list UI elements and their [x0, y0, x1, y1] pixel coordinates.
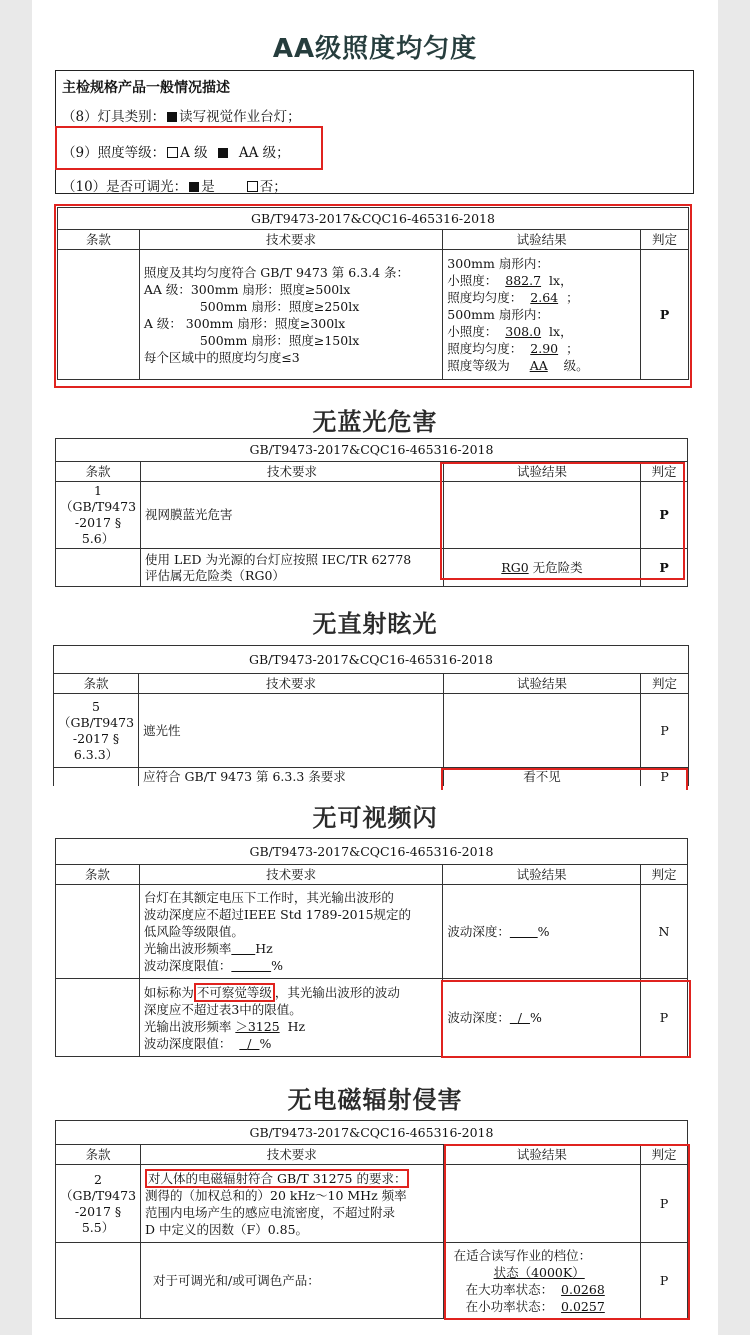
uniformity-300: 2.64 [530, 290, 559, 305]
col-result: 试验结果 [443, 865, 641, 885]
highlight-frame-grade [55, 126, 323, 170]
standard-header: GB/T9473-2017&CQC16-465316-2018 [58, 208, 689, 230]
result-line: 小照度： 308.0 lx， [447, 324, 573, 339]
general-item-8 [62, 105, 301, 125]
verdict-cell: P [641, 482, 688, 549]
result-line: 500mm 扇形内： [447, 307, 549, 322]
min-illuminance-300: 882.7 [505, 273, 542, 288]
item10-option-yes: 是 [201, 179, 215, 195]
col-result: 试验结果 [443, 462, 640, 482]
req-line: 500mm 扇形：照度≥250lx [199, 298, 360, 314]
item10-label: （10）是否可调光： [62, 179, 188, 195]
highlight-frame-table2 [440, 462, 685, 580]
imperceptible-grade-highlight: 不可察觉等级 [194, 983, 275, 1002]
general-item-10 [62, 175, 287, 195]
tech-requirement-cell: 对于可调光和/或可调色产品： [141, 1243, 444, 1319]
tech-requirement-cell: 视网膜蓝光危害 [141, 482, 444, 549]
result-line: 小照度： 882.7 lx， [447, 273, 573, 288]
depth-limit-value: / [247, 1035, 252, 1051]
clause-cell [56, 885, 140, 979]
col-tech: 技术要求 [139, 674, 444, 694]
col-clause: 条款 [56, 865, 140, 885]
result-line: 照度均匀度： 2.90 ； [447, 341, 579, 356]
tech-requirement-cell: 遮光性 [139, 694, 444, 768]
clause-cell [54, 768, 139, 787]
section-title-blue-light: 无蓝光危害 [312, 408, 438, 436]
clause-cell: 5 （GB/T9473 -2017 § 6.3.3） [54, 694, 139, 768]
standard-header: GB/T9473-2017&CQC16-465316-2018 [56, 1121, 688, 1145]
emr-requirement-highlight: 对人体的电磁辐射符合 GB/T 31275 的要求： [145, 1169, 409, 1188]
depth-result-value: / [517, 1009, 523, 1025]
highlight-frame-table3 [441, 768, 688, 790]
col-verdict: 判定 [641, 230, 689, 250]
highlight-frame-table5 [444, 1144, 690, 1320]
standard-header: GB/T9473-2017&CQC16-465316-2018 [56, 439, 688, 462]
result-cell: 波动深度： / % [443, 979, 641, 1057]
highlight-frame-table4 [441, 980, 691, 1058]
col-tech: 技术要求 [141, 1145, 444, 1165]
result-cell: 波动深度： % [443, 885, 641, 979]
tech-requirement-cell: 台灯在其额定电压下工作时，其光输出波形的 波动深度应不超过IEEE Std 1789-2015规定的 低风险等级限值。 光输出波形频率 Hz 波动深度限值： % [139, 885, 442, 979]
table-direct-glare [53, 645, 689, 786]
verdict-cell: P [641, 1165, 688, 1243]
item9-option-aa: AA 级； [238, 145, 290, 161]
item8-value: 读写视觉作业台灯； [179, 109, 301, 125]
col-verdict: 判定 [641, 865, 688, 885]
col-clause: 条款 [56, 1145, 141, 1165]
col-result: 试验结果 [443, 230, 641, 250]
standard-header: GB/T9473-2017&CQC16-465316-2018 [54, 646, 689, 674]
clause-cell: 1 （GB/T9473 -2017 § 5.6） [56, 482, 141, 549]
verdict-cell: P [641, 768, 689, 787]
tech-requirement-cell: 如标称为 不可察觉等级 ，其光输出波形的波动 深度应不超过表3中的限值。 光输出波形频率 ＞3125 Hz 波动深度限值： / % [139, 979, 442, 1057]
col-verdict: 判定 [641, 1145, 688, 1165]
result-cell: 看不见 [443, 768, 640, 787]
req-line: 照度及其均匀度符合 GB/T 9473 第 6.3.4 条： [143, 264, 410, 280]
low-power-value: 0.0257 [561, 1298, 605, 1314]
section-title-aa-illuminance: AA级照度均匀度 [272, 34, 478, 64]
tech-requirement-cell: 应符合 GB/T 9473 第 6.3.3 条要求 [139, 768, 444, 787]
col-clause: 条款 [56, 462, 141, 482]
col-clause: 条款 [54, 674, 139, 694]
clause-cell [56, 1243, 141, 1319]
checked-box-icon [167, 112, 177, 122]
uniformity-500: 2.90 [530, 341, 559, 356]
glare-table-clip [50, 640, 700, 786]
col-result: 试验结果 [443, 1145, 641, 1165]
verdict-cell: P [641, 694, 689, 768]
general-heading: 主检规格产品一般情况描述 [62, 80, 230, 96]
item10-option-no: 否； [259, 179, 287, 195]
min-illuminance-500: 308.0 [505, 324, 542, 339]
col-verdict: 判定 [641, 462, 688, 482]
tech-requirement-cell: 使用 LED 为光源的台灯应按照 IEC/TR 62778 评估属无危险类（RG0） [141, 549, 444, 587]
col-tech: 技术要求 [141, 462, 444, 482]
clause-cell [56, 979, 140, 1057]
result-line: 300mm 扇形内： [447, 256, 549, 271]
result-line: 照度均匀度： 2.64 ； [447, 290, 579, 305]
verdict-cell: P [641, 549, 688, 587]
col-result: 试验结果 [443, 674, 640, 694]
col-clause: 条款 [58, 230, 140, 250]
section-title-emr: 无电磁辐射侵害 [287, 1086, 463, 1114]
unchecked-box-icon [247, 181, 258, 192]
result-cell [443, 694, 640, 768]
verdict-cell: N [641, 885, 688, 979]
result-line: 照度等级为 AA 级。 [447, 358, 589, 373]
verdict-cell: P [641, 979, 688, 1057]
clause-cell: 2 （GB/T9473 -2017 § 5.5） [56, 1165, 141, 1243]
clause-cell [56, 549, 141, 587]
highlight-frame-table1 [54, 204, 692, 388]
req-line: A 级： 300mm 扇形：照度≥300lx [143, 315, 346, 331]
standard-header: GB/T9473-2017&CQC16-465316-2018 [56, 839, 688, 865]
grade-value: AA [529, 358, 548, 373]
item9-option-a: A 级 [180, 145, 208, 161]
col-verdict: 判定 [641, 674, 689, 694]
result-cell: RG0 无危险类 [443, 549, 640, 587]
tech-requirement-cell: 对人体的电磁辐射符合 GB/T 31275 的要求： 测得的（加权总和的）20 kHz～10 MHz 频率 范围内电场产生的感应电流密度，不超过附录 D 中定义的因数（F）0.85。 [141, 1165, 444, 1243]
flicker-frequency-value: ＞3125 [235, 1018, 280, 1034]
high-power-value: 0.0268 [561, 1281, 605, 1297]
col-tech: 技术要求 [139, 865, 442, 885]
req-line: 每个区域中的照度均匀度≤3 [143, 349, 300, 365]
req-line: AA 级：300mm 扇形：照度≥500lx [143, 281, 351, 297]
item9-label: （9）照度等级： [62, 145, 166, 161]
item8-label: （8）灯具类别： [62, 109, 166, 125]
req-line: 500mm 扇形：照度≥150lx [199, 332, 360, 348]
checked-box-icon [189, 182, 199, 192]
result-cell: 在适合读写作业的档位： 状态（4000K） 在大功率状态： 0.0268 在小功率状态： 0.0257 [443, 1243, 641, 1319]
section-title-direct-glare: 无直射眩光 [312, 610, 438, 638]
verdict-cell: P [641, 250, 689, 380]
verdict-cell: P [641, 1243, 688, 1319]
rg-class-value: RG0 [501, 559, 529, 575]
state-value: 状态（4000K） [493, 1264, 585, 1280]
section-title-flicker: 无可视频闪 [312, 804, 438, 832]
col-tech: 技术要求 [139, 230, 442, 250]
